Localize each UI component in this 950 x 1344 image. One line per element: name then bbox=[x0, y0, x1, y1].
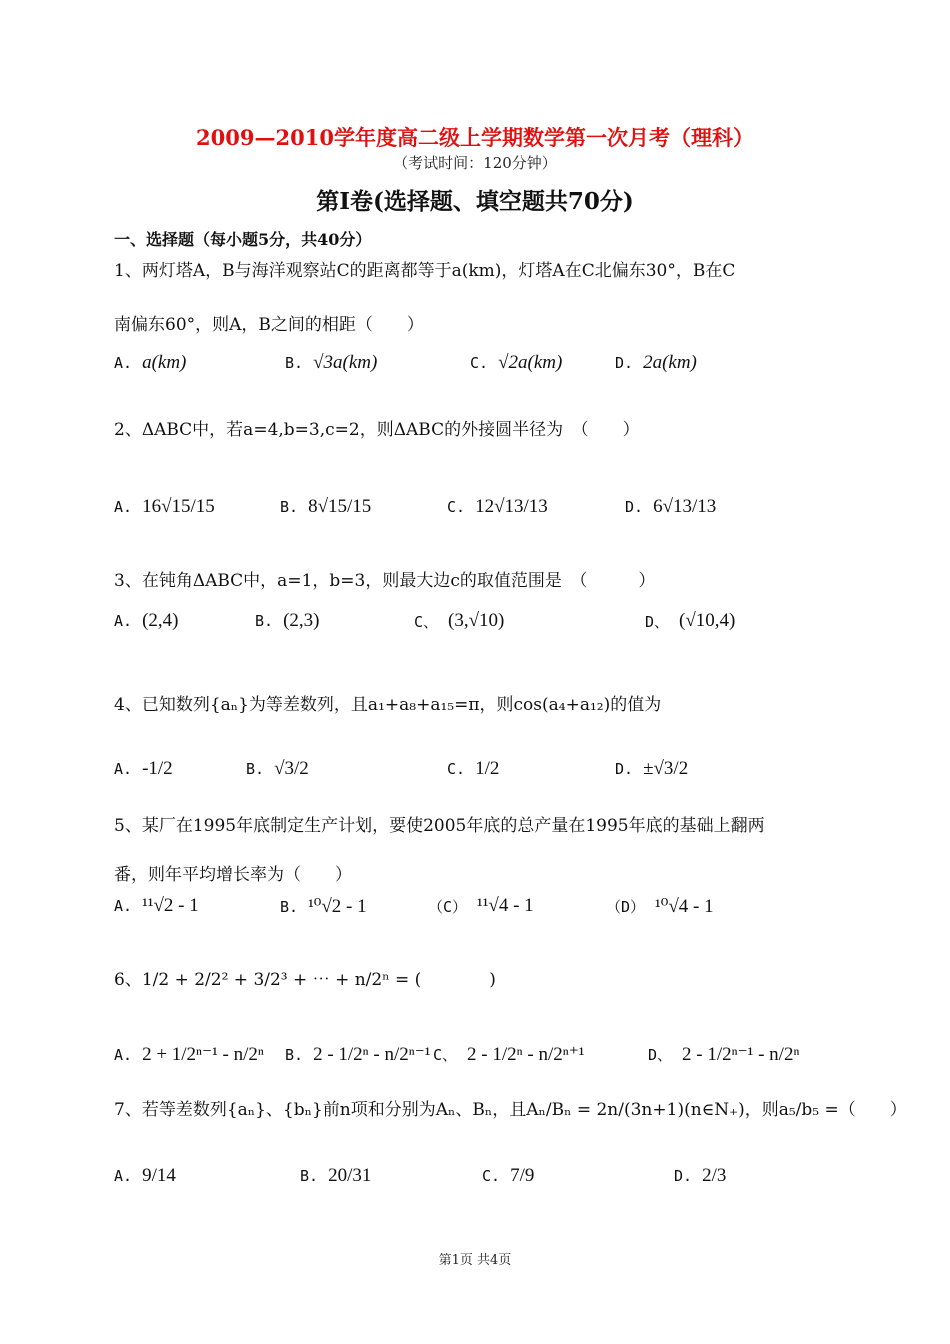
q3-option-d[interactable] bbox=[645, 610, 735, 632]
option-label: C、 bbox=[414, 612, 439, 631]
option-label: C. bbox=[482, 1167, 501, 1185]
question-1-line-2: 南偏东60°，则A，B之间的相距（ ） bbox=[114, 315, 424, 335]
q7-option-c[interactable] bbox=[482, 1165, 534, 1187]
q3-option-c[interactable] bbox=[414, 610, 504, 632]
option-label: A. bbox=[114, 1167, 133, 1185]
option-label: D. bbox=[615, 760, 634, 778]
page-footer: 第1页 共4页 bbox=[438, 1253, 512, 1268]
option-label: A. bbox=[114, 1045, 133, 1064]
option-label: （D） bbox=[606, 898, 646, 916]
q6-option-b[interactable] bbox=[285, 1043, 430, 1066]
question-6: 6、1/2 + 2/2² + 3/2³ + ⋯ + n/2ⁿ = ( ) bbox=[114, 970, 496, 990]
question-3: 3、在钝角ΔABC中，a=1，b=3，则最大边c的取值范围是 （ ） bbox=[114, 571, 656, 591]
exam-title: 2009—2010学年度高二级上学期数学第一次月考（理科） bbox=[196, 125, 754, 150]
option-label: （C） bbox=[428, 897, 468, 916]
question-5-line-2: 番，则年平均增长率为（ ） bbox=[114, 865, 352, 885]
q4-option-c[interactable] bbox=[447, 758, 499, 780]
option-label: D、 bbox=[648, 1046, 673, 1064]
option-value: 16√15/15 bbox=[142, 496, 215, 517]
q7-option-d[interactable] bbox=[674, 1165, 726, 1187]
q7-option-b[interactable] bbox=[300, 1165, 371, 1187]
option-label: A. bbox=[114, 354, 133, 372]
option-value: a(km) bbox=[142, 352, 187, 373]
option-label: C. bbox=[470, 354, 489, 372]
q5-option-c[interactable] bbox=[428, 895, 534, 917]
question-1-line-1: 1、两灯塔A，B与海洋观察站C的距离都等于a(km)，灯塔A在C北偏东30°，B在C bbox=[114, 261, 736, 281]
q6-option-c[interactable] bbox=[433, 1043, 584, 1066]
option-value: ¹¹√2 - 1 bbox=[142, 895, 199, 916]
option-value: √3/2 bbox=[274, 758, 309, 779]
option-value: √3a(km) bbox=[313, 352, 378, 373]
q2-option-d[interactable] bbox=[625, 496, 716, 518]
option-value: 20/31 bbox=[328, 1165, 372, 1186]
option-value: 2 - 1/2ⁿ - n/2ⁿ⁺¹ bbox=[467, 1044, 585, 1065]
option-label: D. bbox=[625, 498, 644, 516]
option-label: D. bbox=[615, 354, 634, 372]
q6-option-a[interactable] bbox=[114, 1043, 264, 1066]
option-value: (√10,4) bbox=[679, 610, 736, 631]
q3-option-a[interactable] bbox=[114, 610, 178, 632]
q7-option-a[interactable] bbox=[114, 1165, 176, 1187]
question-7: 7、若等差数列{aₙ}、{bₙ}前n项和分别为Aₙ、Bₙ，且Aₙ/Bₙ = 2n/(3n+1)(n∈N₊)，则a₅/b₅ =（ ） bbox=[114, 1100, 907, 1120]
option-value: ¹⁰√2 - 1 bbox=[308, 896, 367, 917]
option-label: C. bbox=[447, 760, 466, 778]
q1-option-a[interactable] bbox=[114, 352, 186, 374]
option-label: A. bbox=[114, 760, 133, 778]
exam-duration: （考试时间：120分钟） bbox=[393, 154, 557, 172]
q2-option-c[interactable] bbox=[447, 496, 548, 518]
option-value: 9/14 bbox=[142, 1165, 176, 1186]
option-label: C、 bbox=[433, 1046, 458, 1064]
option-label: B. bbox=[280, 498, 299, 516]
option-label: A. bbox=[114, 612, 133, 630]
option-label: A. bbox=[114, 897, 133, 915]
option-value: ±√3/2 bbox=[643, 758, 689, 779]
question-2: 2、ΔABC中，若a=4,b=3,c=2，则ΔABC的外接圆半径为 （ ） bbox=[114, 420, 640, 440]
option-value: 6√13/13 bbox=[653, 496, 717, 517]
option-value: 7/9 bbox=[510, 1165, 535, 1186]
option-value: 2 + 1/2ⁿ⁻¹ - n/2ⁿ bbox=[142, 1044, 264, 1065]
option-label: B. bbox=[255, 612, 274, 630]
option-value: (2,4) bbox=[142, 610, 179, 631]
q4-option-b[interactable] bbox=[246, 758, 309, 780]
q5-option-b[interactable] bbox=[280, 895, 367, 918]
q2-option-a[interactable] bbox=[114, 496, 215, 518]
option-value: 2 - 1/2ⁿ⁻¹ - n/2ⁿ bbox=[682, 1044, 800, 1065]
option-value: 12√13/13 bbox=[475, 496, 548, 517]
question-4: 4、已知数列{aₙ}为等差数列，且a₁+a₈+a₁₅=π，则cos(a₄+a₁₂)的值为 bbox=[114, 695, 662, 715]
option-label: B. bbox=[285, 354, 304, 372]
option-label: C. bbox=[447, 498, 466, 516]
question-5-line-1: 5、某厂在1995年底制定生产计划，要使2005年底的总产量在1995年底的基础上翻两 bbox=[114, 816, 765, 836]
option-label: D、 bbox=[645, 612, 670, 631]
q3-option-b[interactable] bbox=[255, 610, 319, 632]
option-value: 1/2 bbox=[475, 758, 500, 779]
q4-option-a[interactable] bbox=[114, 758, 173, 780]
option-value: ¹¹√4 - 1 bbox=[477, 895, 534, 916]
q5-option-a[interactable] bbox=[114, 895, 199, 917]
option-label: D. bbox=[674, 1167, 693, 1185]
q1-option-b[interactable] bbox=[285, 352, 377, 374]
q4-option-d[interactable] bbox=[615, 758, 688, 780]
option-value: 2 - 1/2ⁿ - n/2ⁿ⁻¹ bbox=[313, 1044, 431, 1065]
q2-option-b[interactable] bbox=[280, 496, 371, 518]
option-value: 2a(km) bbox=[643, 352, 697, 373]
q5-option-d[interactable] bbox=[606, 895, 714, 918]
q1-option-c[interactable] bbox=[470, 352, 562, 374]
option-label: B. bbox=[280, 897, 299, 916]
option-value: (2,3) bbox=[283, 610, 320, 631]
option-label: A. bbox=[114, 498, 133, 516]
option-value: -1/2 bbox=[142, 758, 173, 779]
option-value: √2a(km) bbox=[498, 352, 563, 373]
q6-option-d[interactable] bbox=[648, 1043, 799, 1066]
option-value: ¹⁰√4 - 1 bbox=[655, 896, 714, 917]
option-value: 8√15/15 bbox=[308, 496, 372, 517]
option-label: B. bbox=[300, 1167, 319, 1185]
part-heading: 一、选择题（每小题5分，共40分） bbox=[114, 230, 372, 249]
option-value: 2/3 bbox=[702, 1165, 727, 1186]
option-value: (3,√10) bbox=[448, 610, 505, 631]
option-label: B. bbox=[246, 760, 265, 778]
q1-option-d[interactable] bbox=[615, 352, 697, 374]
section-heading: 第Ⅰ卷(选择题、填空题共70分) bbox=[316, 188, 634, 215]
option-label: B. bbox=[285, 1045, 304, 1064]
